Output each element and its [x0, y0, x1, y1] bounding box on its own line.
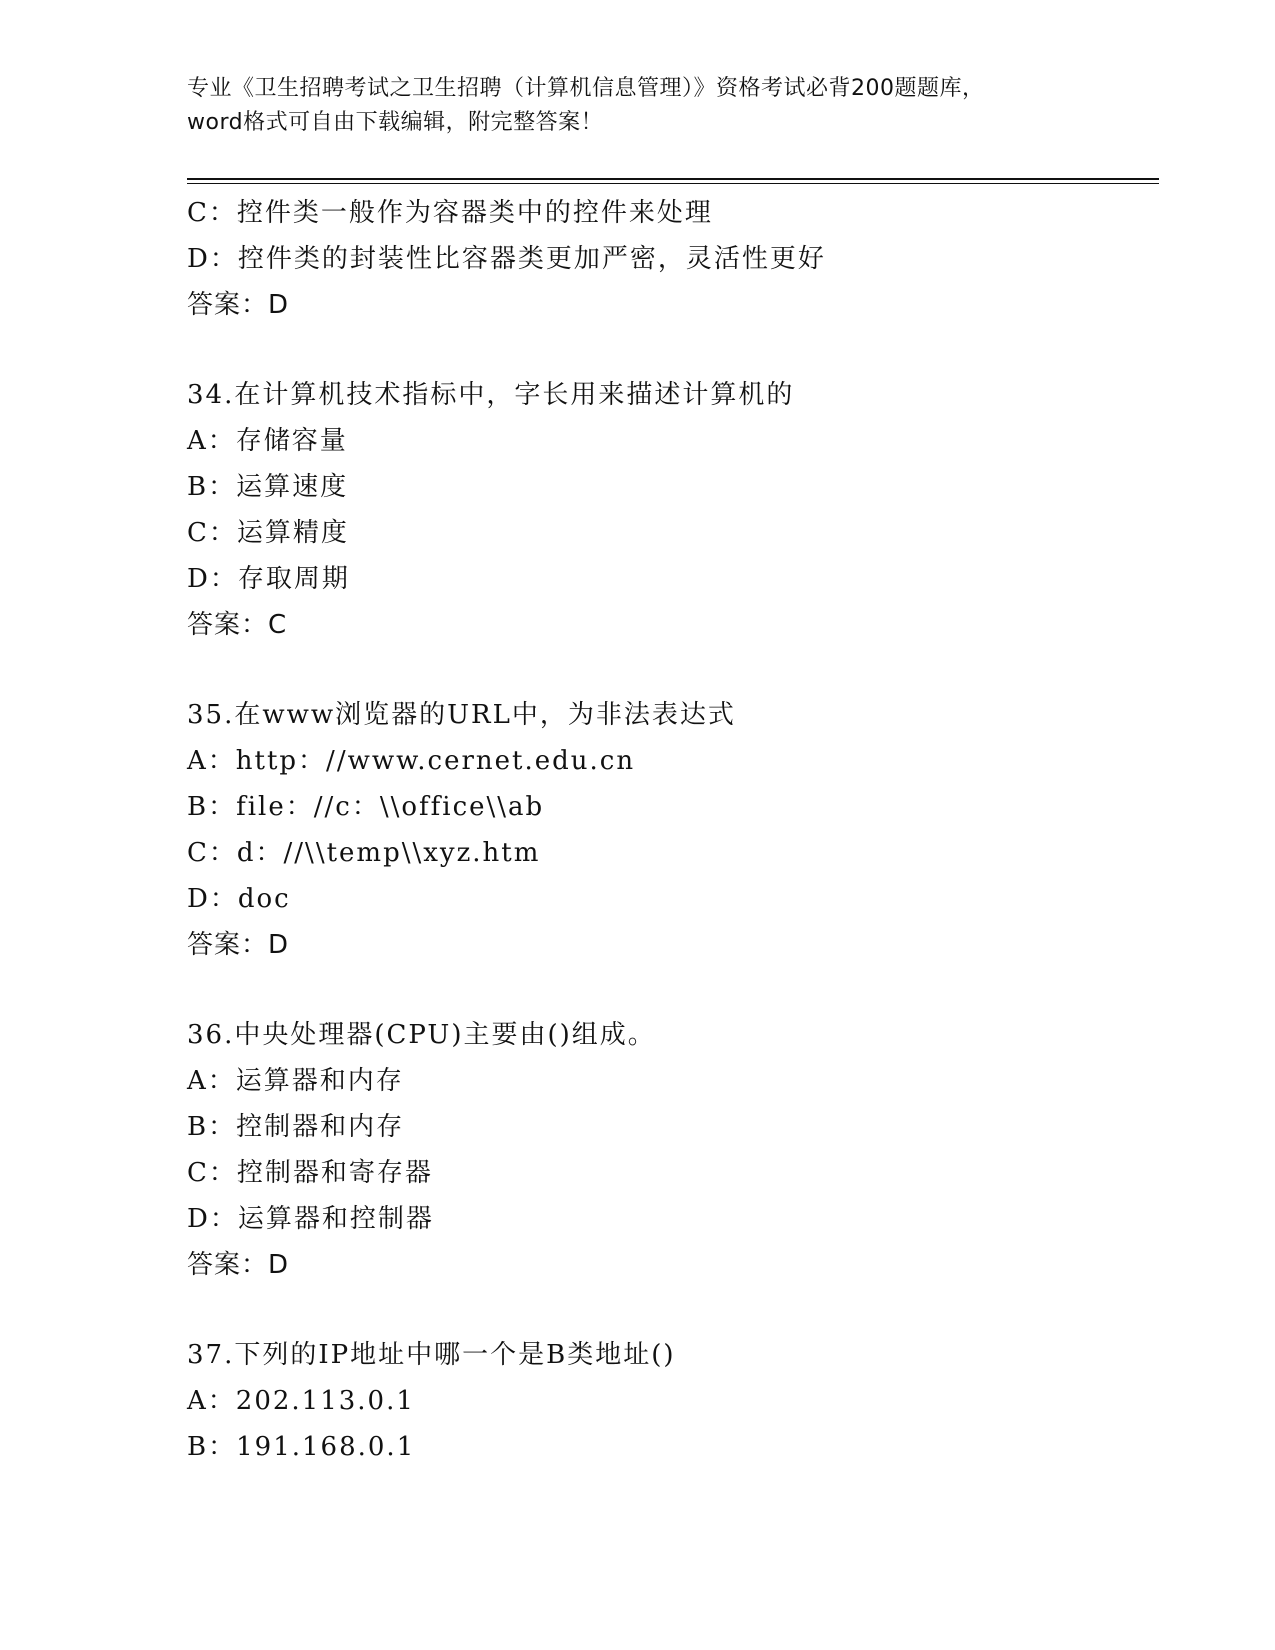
header-divider-thick: [187, 178, 1159, 180]
spacer: [187, 328, 1167, 372]
option-d: D：控件类的封装性比容器类更加严密，灵活性更好: [187, 244, 826, 274]
question-33-continued: [187, 190, 1167, 328]
option-b: B：191.168.0.1: [187, 1432, 416, 1462]
option-a: A：存储容量: [187, 426, 348, 456]
option-b: B：控制器和内存: [187, 1112, 405, 1142]
option-a: A：运算器和内存: [187, 1066, 404, 1096]
option-d: D：运算器和控制器: [187, 1204, 434, 1234]
spacer: [187, 1288, 1167, 1332]
option-c: C：运算精度: [187, 518, 349, 548]
question-34: [187, 372, 1167, 648]
option-a: A：http：//www.cernet.edu.cn: [187, 746, 636, 776]
header-title-line-2: word格式可自由下载编辑，附完整答案！: [187, 110, 604, 135]
answer-label: 答案：D: [187, 1250, 290, 1280]
header-title-line-1: 专业《卫生招聘考试之卫生招聘（计算机信息管理）》资格考试必背200题题库，: [187, 76, 985, 101]
question-stem: 36.中央处理器(CPU)主要由()组成。: [187, 1020, 656, 1050]
answer-label: 答案：D: [187, 930, 290, 960]
question-list: [187, 190, 1167, 1470]
question-stem: 35.在www浏览器的URL中，为非法表达式: [187, 700, 736, 730]
option-c: C：控制器和寄存器: [187, 1158, 433, 1188]
option-b: B：运算速度: [187, 472, 349, 502]
spacer: [187, 648, 1167, 692]
option-c: C：d：//\\temp\\xyz.htm: [187, 838, 541, 868]
document-header: [187, 72, 1087, 140]
question-stem: 34.在计算机技术指标中，字长用来描述计算机的: [187, 380, 795, 410]
option-d: D：doc: [187, 884, 291, 914]
question-stem: 37.下列的IP地址中哪一个是B类地址(): [187, 1340, 676, 1370]
question-36: [187, 1012, 1167, 1288]
option-d: D：存取周期: [187, 564, 350, 594]
question-35: [187, 692, 1167, 968]
answer-label: 答案：D: [187, 290, 290, 320]
option-a: A：202.113.0.1: [187, 1386, 415, 1416]
question-37: [187, 1332, 1167, 1470]
option-c: C：控件类一般作为容器类中的控件来处理: [187, 198, 713, 228]
spacer: [187, 968, 1167, 1012]
option-b: B：file：//c：\\office\\ab: [187, 792, 545, 822]
header-divider-thin: [187, 183, 1159, 184]
answer-label: 答案：C: [187, 610, 288, 640]
